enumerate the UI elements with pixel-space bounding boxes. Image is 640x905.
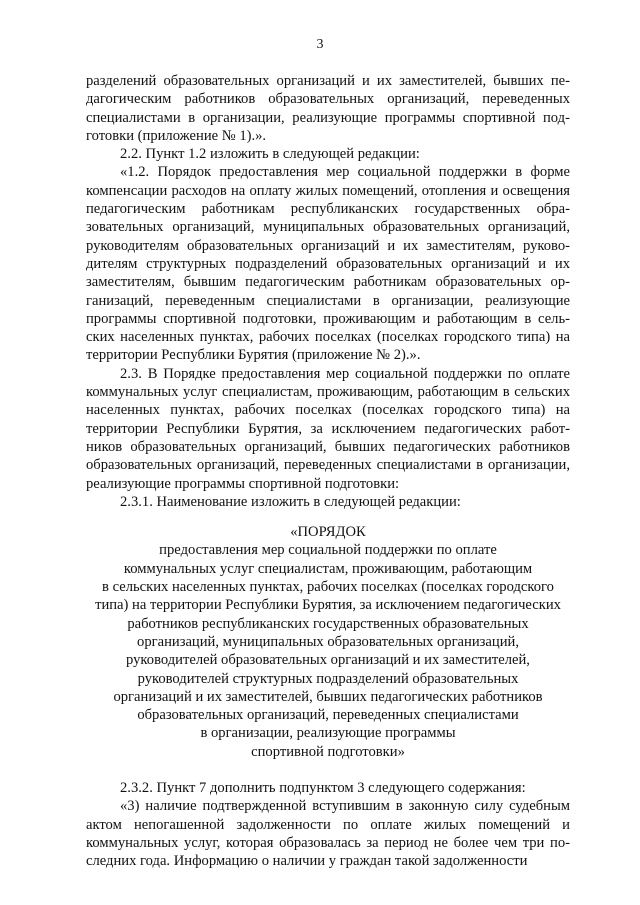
document-body <box>86 72 570 870</box>
order-heading-line: в организации, реализующие программы <box>200 725 456 742</box>
order-heading-title: «ПОРЯДОК <box>290 524 366 541</box>
order-heading <box>86 523 570 761</box>
order-heading-line: предоставления мер социальной поддержки по оплате <box>159 542 497 559</box>
order-heading-line: образовательных организаций, переведенных специалистами <box>137 707 519 724</box>
order-heading-line: типа) на территории Республики Бурятия, за исключением педагогических <box>95 597 561 614</box>
paragraph-2-2: 2.2. Пункт 1.2 изложить в следующей редакции: <box>120 146 420 163</box>
paragraph-2-3-1: 2.3.1. Наименование изложить в следующей редакции: <box>120 493 461 510</box>
order-heading-line: организаций и их заместителей, бывших педагогических работников <box>113 688 543 705</box>
order-heading-line: в сельских населенных пунктах, рабочих поселках (поселках городского <box>102 579 554 596</box>
paragraphs-bottom <box>86 779 570 870</box>
paragraph-1-2: «1.2. Порядок предоставления мер социальной поддержки в форме компенсации расходов на оплату жилых помещений, отопления и освещения педагогическим работникам республиканских государственных образовательных организаций, муниципальных образовательных организаций, руководителям образовательных организаций и их заместителям, руководителям структурных подразделений образовательных организаций и их заместителям, бывшим педагогическим работникам образовательных организаций, переведенным специалистами в организации, реализующие программы спортивной подготовки, проживающим и работающим в сельских населенных пунктах, рабочих поселках (поселках городского типа) на территории Республики Бурятия (приложение № 2).». <box>86 164 570 364</box>
paragraph-subitem-3: «3) наличие подтвержденной вступившим в законную силу судебным актом непогашенной задолженности по оплате жилых помещений и коммунальных услуг, которая образовалась за период не более чем три последних года. Информацию о наличии у граждан такой задолженности <box>86 798 570 870</box>
paragraphs-top <box>86 72 570 511</box>
paragraph-2-3-2: 2.3.2. Пункт 7 дополнить подпунктом 3 следующего содержания: <box>120 779 526 796</box>
order-heading-line: спортивной подготовки» <box>251 743 405 760</box>
order-heading-line: работников республиканских государственных образовательных <box>127 615 529 632</box>
page-number: 3 <box>316 37 324 52</box>
order-heading-line: организаций, муниципальных образовательных организаций, <box>137 633 519 650</box>
paragraph-continuation: разделений образовательных организаций и их заместителей, бывших педагогическим работников образовательных организаций, переведенных специалистами в организации, реализующие программы спортивной подготовки (приложение № 1).». <box>86 73 570 144</box>
paragraph-2-3: 2.3. В Порядке предоставления мер социальной поддержки по оплате коммунальных услуг специалистам, проживающим, работающим в сельских населенных пунктах, рабочих поселках (поселках городского типа) на территории Республики Бурятия, за исключением педагогических работников образовательных организаций, бывших педагогических работников образовательных организаций, переведенных специалистами в организации, реализующие программы спортивной подготовки: <box>86 365 570 492</box>
order-heading-line: коммунальных услуг специалистам, проживающим, работающим <box>123 560 533 577</box>
order-heading-line: руководителей структурных подразделений образовательных <box>137 670 519 687</box>
order-heading-line: руководителей образовательных организаций и их заместителей, <box>126 652 530 669</box>
